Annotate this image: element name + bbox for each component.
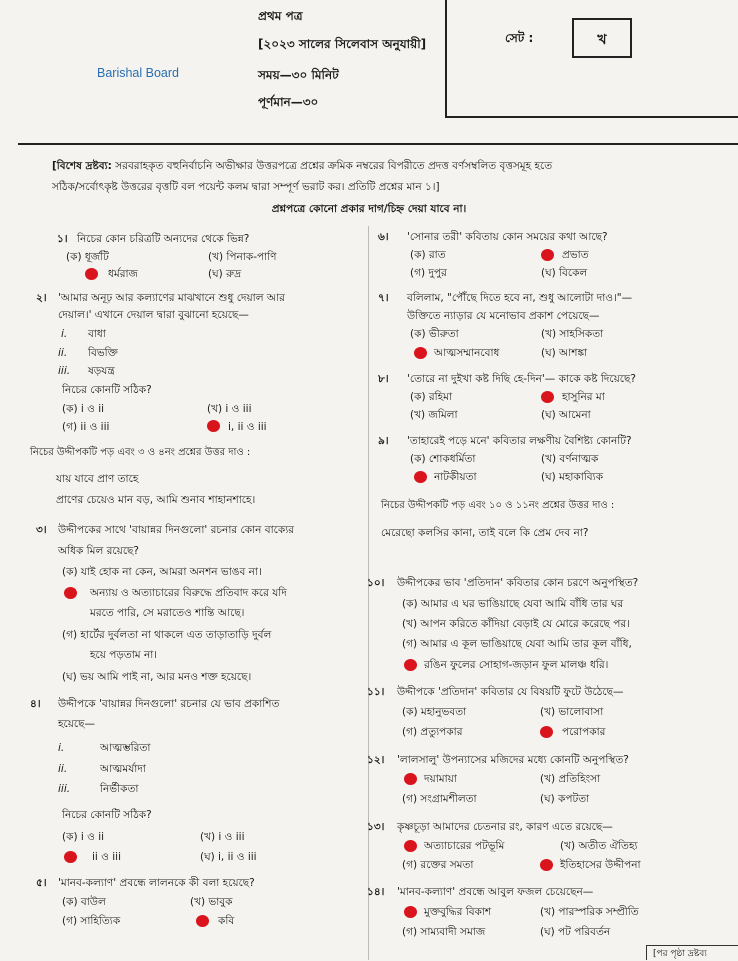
q3-option-a: (ক) যাই হোক না কেন, আমরা অনশন ভাঙব না। [62,566,262,578]
q13-text: কৃষ্ণচূড়া আমাদের চেতনার রং, কারণ এতে রয়েছে— [397,821,613,833]
q3-option-b-line2: মরতে পারি, সে মরাতেও শান্তি আছে। [90,607,245,619]
q7-marked-answer [414,347,427,359]
q11-option-d: পরোপকার [562,726,606,738]
q11-option-c: (গ) প্রত্যুপকার [402,726,463,738]
q7-option-c: আত্মসম্মানবোধ [434,347,500,359]
q11-number: ১১। [367,686,385,698]
q11-marked-answer [540,726,553,738]
q3-option-c-line2: হয়ে পড়তাম না। [90,649,158,661]
q7-line2: উক্তিতে ন্যাড়ার যে মনোভাব প্রকাশ পেয়েছে— [407,310,600,322]
q2-roman-iii: iii. [58,365,71,377]
q13-option-d: ইতিহাসের উদ্দীপনা [560,859,641,871]
full-marks: পূর্ণমান—৩০ [258,95,319,109]
q14-marked-answer [404,906,417,918]
q11-text: উদ্দীপকে 'প্রতিদান' কবিতার যে বিষয়টি ফুটে উঠেছে— [397,686,624,698]
q13-option-a: অত্যাচারের পটভূমি [424,840,505,852]
q13-option-c: (গ) রক্তের সমতা [402,859,474,871]
q9-option-b: (খ) বর্ণনাত্মক [541,453,599,465]
board-name: Barishal Board [97,66,179,80]
q2-option-d: i, ii ও iii [228,421,267,433]
q10-option-c: (গ) আমার এ কূল ভাঙিয়াছে যেবা আমি তার কূল বাঁধি, [402,638,632,650]
q8-option-c: (খ) জমিলা [410,409,458,421]
q3-marked-answer [64,587,77,599]
q5-option-a: (ক) বাউল [62,896,106,908]
q1-number: ১। [57,233,68,245]
q13-number: ১৩। [367,821,385,833]
q9-option-a: (ক) শোকধর্মিতা [410,453,476,465]
q2-option-b: (খ) i ও iii [207,403,252,415]
q12-text: 'লালসালু' উপন্যাসের মজিদের মধ্যে কোনটি অনুপস্থিত? [397,754,629,766]
q2-line1: 'আমার অনূঢ় আর কল্যাণের মাঝখানে শুধু দেয়াল আর [58,292,285,304]
q8-option-a: (ক) রহিমা [410,391,453,403]
q2-roman-i: i. [61,328,68,340]
q12-option-b: (খ) প্রতিহিংসা [540,773,601,785]
q4-roman-i: i. [58,742,65,754]
instructions-title: [বিশেষ দ্রষ্টব্য: [52,160,112,172]
q8-text: 'তোরে না দুইখা কষ্ট দিছি হে-দিন'— কাকে কষ্ট দিয়েছে? [407,373,636,385]
paper-title: প্রথম পত্র [258,9,303,23]
q6-option-b: প্রভাত [562,249,589,261]
q9-option-c: নাটকীয়তা [434,471,477,483]
q1-option-a: (ক) ধূর্জটি [66,251,109,263]
q5-number: ৫। [36,877,47,889]
q4-number: ৪। [30,698,41,710]
q4-line1: উদ্দীপকে 'বায়ান্নর দিনগুলো' রচনার যে ভাব প্রকাশিত [58,698,280,710]
q8-marked-answer [541,391,554,403]
set-label: সেট : [505,31,534,45]
q8-option-d: (ঘ) আমেনা [541,409,591,421]
q7-option-a: (ক) ভীরুতা [410,328,459,340]
q7-number: ৭। [378,292,389,304]
q3-option-b-line1: অন্যায় ও অত্যাচারের বিরুদ্ধে প্রতিবাদ করে যদি [90,587,287,599]
q5-option-b: (খ) ভাবুক [190,896,233,908]
q4-stmt-i: আত্মম্ভরিতা [100,742,151,754]
q2-marked-answer [207,420,220,432]
time-limit: সময়—৩০ মিনিট [258,68,339,82]
divider [18,143,738,145]
q9-text: 'তাহারেই পড়ে মনে' কবিতার লক্ষণীয় বৈশিষ্ট্য কোনটি? [407,435,632,447]
q4-stmt-iii: নির্ভীকতা [100,783,139,795]
q14-option-b: (খ) পারস্পরিক সম্প্রীতি [540,906,639,918]
q12-marked-answer [404,773,417,785]
q6-number: ৬। [378,231,389,243]
stem1-line1: যায় যাবে প্রাণ তাহে [56,473,139,485]
q6-option-d: (ঘ) বিকেল [541,267,588,279]
q4-marked-answer [64,851,77,863]
q8-number: ৮। [378,373,389,385]
q3-line2: অধিক মিল রয়েছে? [58,545,139,557]
q14-option-c: (গ) সাম্যবাদী সমাজ [402,926,486,938]
q7-option-b: (খ) সাহসিকতা [541,328,604,340]
q3-option-c-line1: (গ) হার্টের দুর্বলতা না থাকলে এত তাড়াতাড়ি দুর্বল [62,629,272,641]
q9-marked-answer [414,471,427,483]
q12-number: ১২। [367,754,385,766]
q2-which: নিচের কোনটি সঠিক? [62,384,152,396]
next-page-note: [পর পৃষ্ঠা দ্রষ্টব্য [646,945,738,960]
q7-line1: বলিলাম, "পৌঁছে দিতে হবে না, শুধু আলোটা দাও।"— [407,292,633,304]
q11-option-a: (ক) মহানুভবতা [402,706,467,718]
q1-option-c: ধর্মরাজ [108,268,138,280]
q2-roman-ii: ii. [58,347,68,359]
column-divider [368,226,369,960]
q5-text: 'মানব-কল্যাণ' প্রবন্ধে লালনকে কী বলা হয়েছে? [58,877,255,889]
q2-option-c: (গ) ii ও iii [62,421,110,433]
q10-number: ১০। [367,577,385,589]
q12-option-d: (ঘ) কপটতা [540,793,590,805]
q5-marked-answer [196,915,209,927]
q10-option-b: (খ) আপন করিতে কাঁদিয়া বেড়াই যে মোরে করেছে পর। [402,618,630,630]
set-value: খ [597,32,607,48]
q10-option-d: রঙিন ফুলের সোহাগ-জড়ান ফুল মালঞ্চ ধরি। [424,659,609,671]
q2-line2: দেয়াল।' এখানে দেয়াল দ্বারা বুঝানো হয়েছে— [58,309,249,321]
stem1-line2: প্রাণের চেয়েও মান বড়, আমি শুনাব শাহানশাহে। [56,494,256,506]
q1-option-d: (ঘ) রুদ্র [208,268,242,280]
q9-number: ৯। [378,435,389,447]
q2-option-a: (ক) i ও ii [62,403,105,415]
q1-text: নিচের কোন চরিত্রটি অন্যদের থেকে ভিন্ন? [77,233,250,245]
q11-option-b: (খ) ভালোবাসা [540,706,604,718]
q4-stmt-ii: আত্মমর্যাদা [100,763,146,775]
no-marks-note: প্রশ্নপত্রে কোনো প্রকার দাগ/চিহ্ন দেয়া যাবে না। [271,203,467,215]
q4-option-a: (ক) i ও ii [62,831,105,843]
q14-number: ১৪। [367,886,385,898]
q13-marked-answer [404,840,417,852]
set-box [572,18,632,58]
q13-option-b: (খ) অতীত ঐতিহ্য [560,840,638,852]
q3-line1: উদ্দীপকের সাথে 'বায়ান্নর দিনগুলো' রচনার কোন বাক্যের [58,524,295,536]
instructions-text-1: সরবরাহকৃত বহুনির্বাচনি অভীক্ষার উত্তরপত্রে প্রশ্নের ক্রমিক নম্বরের বিপরীতে প্রদত্ত বর্ণসম্বলিত বৃত্তসমূহ হতে [115,160,553,172]
q13-marked-answer-2 [540,859,553,871]
q6-marked-answer [541,249,554,261]
q4-line2: হয়েছে— [58,718,96,730]
q2-stmt-i: বাধা [88,328,106,340]
stem2-instruction: নিচের উদ্দীপকটি পড় এবং ১০ ও ১১নং প্রশ্নের উত্তর দাও : [381,500,615,511]
q8-option-b: হাসুনির মা [562,391,605,403]
q5-option-c: (গ) সাহিত্যিক [62,915,121,927]
stem2-line1: মেরেছো কলসির কানা, তাই বলে কি প্রেম দেব না? [381,527,589,539]
q9-option-d: (ঘ) মহাকাব্যিক [541,471,604,483]
q4-option-d: (ঘ) i, ii ও iii [200,851,257,863]
q12-option-c: (গ) সংগ্রামশীলতা [402,793,477,805]
q7-option-d: (ঘ) আশঙ্কা [541,347,588,359]
q4-roman-iii: iii. [58,783,71,795]
q12-option-a: দয়ামায়া [424,773,457,785]
instructions-text-2: সঠিক/সর্বোৎকৃষ্ট উত্তরের বৃত্তটি বল পয়েন্ট কলম দ্বারা সম্পূর্ণ ভরাট কর। প্রতিটি প্রশ্নের মান ১।] [52,181,440,193]
q14-option-a: মুক্তবুদ্ধির বিকাশ [424,906,492,918]
q10-marked-answer [404,659,417,671]
q3-option-d: (ঘ) ভয় আমি পাই না, আর মনও শক্ত হয়েছে। [62,671,252,683]
stem1-instruction: নিচের উদ্দীপকটি পড় এবং ৩ ও ৪নং প্রশ্নের উত্তর দাও : [30,447,251,458]
q6-option-a: (ক) রাত [410,249,446,261]
q4-option-b: (খ) i ও iii [200,831,245,843]
syllabus-note: [২০২৩ সালের সিলেবাস অনুযায়ী] [258,37,427,51]
q14-text: 'মানব-কল্যাণ' প্রবন্ধে আবুল ফজল চেয়েছেন— [397,886,594,898]
q6-option-c: (গ) দুপুর [410,267,447,279]
q6-text: 'সোনার তরী' কবিতায় কোন সময়ের কথা আছে? [407,231,608,243]
q1-option-b: (খ) পিনাক-পাণি [208,251,277,263]
q4-option-c: ii ও iii [92,851,121,863]
q10-line1: উদ্দীপকের ভাব 'প্রতিদান' কবিতার কোন চরণে অনুপস্থিত? [397,577,639,589]
q1-marked-answer [85,268,98,280]
q2-stmt-ii: বিভক্তি [88,347,118,359]
instructions [52,156,722,198]
q2-number: ২। [36,292,47,304]
q3-number: ৩। [36,524,47,536]
q14-option-d: (ঘ) পট পরিবর্তন [540,926,611,938]
q2-stmt-iii: ষড়যন্ত্র [88,365,115,377]
q10-option-a: (ক) আমার এ ঘর ভাঙিয়াছে যেবা আমি বাঁধি তার ঘর [402,598,624,610]
q4-roman-ii: ii. [58,763,68,775]
q5-option-d: কবি [218,915,235,927]
q4-which: নিচের কোনটি সঠিক? [62,809,152,821]
